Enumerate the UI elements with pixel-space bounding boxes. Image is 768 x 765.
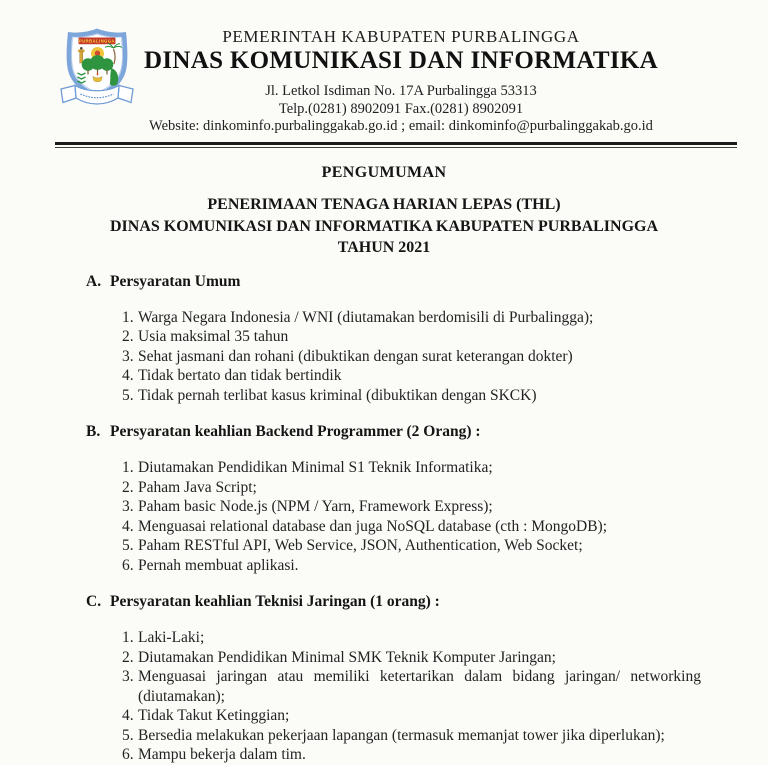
list-item	[122, 366, 701, 386]
list-item	[122, 667, 701, 706]
section-item-list	[122, 308, 701, 406]
monument-cap	[80, 47, 83, 50]
item-text: Sehat jasmani dan rohani (dibuktikan dengan surat keterangan dokter)	[138, 347, 573, 365]
letterhead-divider	[55, 142, 737, 149]
item-number: 4.	[122, 367, 134, 384]
letterhead	[0, 0, 768, 136]
list-item	[122, 386, 701, 406]
announcement-title-block	[0, 163, 768, 259]
section-heading-text: Persyaratan Umum	[110, 272, 241, 290]
requirements-sections	[86, 271, 701, 765]
item-number: 2.	[122, 328, 134, 345]
section-heading	[86, 271, 701, 292]
item-text: Diutamakan Pendidikan Minimal SMK Teknik Komputer Jaringan;	[138, 648, 556, 666]
item-text-line-2: (diutamakan);	[138, 687, 225, 705]
announcement-label: PENGUMUMAN	[321, 164, 447, 181]
list-item	[122, 628, 701, 648]
website-email-line: Website: dinkominfo.purbalinggakab.go.id ; email: dinkominfo@purbalinggakab.go.id	[149, 118, 653, 134]
item-number: 3.	[122, 498, 134, 515]
section-item-list	[122, 458, 701, 575]
announcement-title	[0, 194, 768, 259]
government-name: PEMERINTAH KABUPATEN PURBALINGGA	[222, 27, 580, 46]
phone-fax-line: Telp.(0281) 8902091 Fax.(0281) 8902091	[278, 100, 524, 117]
item-text: Warga Negara Indonesia / WNI (diutamakan berdomisili di Purbalingga);	[138, 308, 594, 326]
list-item	[122, 308, 701, 328]
section-item-list	[122, 628, 701, 765]
list-item	[122, 726, 701, 746]
list-item	[122, 517, 701, 537]
monument-icon	[80, 52, 83, 64]
item-text: Tidak Takut Ketinggian;	[138, 707, 290, 724]
agency-name: DINAS KOMUNIKASI DAN INFORMATIKA	[143, 47, 659, 74]
section-letter: C.	[86, 593, 102, 610]
sun-core	[95, 51, 100, 56]
item-number: 2.	[122, 478, 134, 496]
address-line: Jl. Letkol Isdiman No. 17A Purbalingga 53313	[265, 83, 537, 99]
section-heading	[86, 421, 701, 442]
section-teknisi-jaringan	[86, 591, 701, 765]
logo-banner-text: PURBALINGGA	[79, 38, 115, 44]
item-number: 6.	[122, 746, 134, 763]
item-text: Paham basic Node.js (NPM / Yarn, Framework Express);	[138, 498, 493, 515]
list-item	[122, 497, 701, 517]
item-number: 1.	[122, 629, 134, 646]
item-text: Mampu bekerja dalam tim.	[138, 746, 306, 763]
item-text-line-1: Menguasai jaringan atau memiliki ketertarikan dalam bidang jaringan/ networking	[138, 668, 701, 685]
ribbon-left-tail	[61, 86, 76, 103]
item-number: 5.	[122, 386, 134, 404]
list-item	[122, 327, 701, 347]
ribbon-right-tail	[118, 86, 133, 103]
section-letter: B.	[86, 423, 101, 440]
section-heading	[86, 591, 701, 612]
item-text: Tidak bertato dan tidak bertindik	[138, 367, 342, 384]
title-line-2: DINAS KOMUNIKASI DAN INFORMATIKA KABUPATEN PURBALINGGA	[109, 217, 659, 235]
item-text: Pernah membuat aplikasi.	[138, 556, 299, 574]
item-number: 1.	[122, 308, 134, 326]
section-persyaratan-umum	[86, 271, 701, 406]
item-text: Laki-Laki;	[138, 629, 205, 646]
title-line-3: TAHUN 2021	[337, 239, 431, 256]
item-text	[138, 667, 701, 706]
item-number: 4.	[122, 707, 134, 724]
list-item	[122, 556, 701, 576]
item-number: 5.	[122, 537, 134, 554]
list-item	[122, 745, 701, 765]
item-text: Menguasai relational database dan juga NoSQL database (cth : MongoDB);	[138, 517, 608, 535]
item-number: 3.	[122, 668, 134, 685]
section-heading-text: Persyaratan keahlian Backend Programmer (2 Orang) :	[110, 423, 481, 440]
section-heading-text: Persyaratan keahlian Teknisi Jaringan (1 orang) :	[110, 593, 440, 610]
item-number: 5.	[122, 726, 134, 744]
purbalingga-coat-of-arms-logo	[53, 28, 141, 116]
list-item	[122, 706, 701, 726]
item-number: 3.	[122, 347, 134, 365]
list-item	[122, 648, 701, 668]
list-item	[122, 478, 701, 498]
item-text: Paham Java Script;	[138, 478, 257, 496]
item-text: Bersedia melakukan pekerjaan lapangan (termasuk memanjat tower jika diperlukan);	[138, 726, 665, 744]
list-item	[122, 347, 701, 367]
list-item	[122, 536, 701, 556]
item-number: 2.	[122, 648, 134, 666]
item-text: Tidak pernah terlibat kasus kriminal (dibuktikan dengan SKCK)	[138, 386, 537, 404]
list-item	[122, 458, 701, 478]
item-number: 6.	[122, 556, 134, 574]
section-backend-programmer	[86, 421, 701, 575]
item-number: 1.	[122, 459, 134, 476]
item-number: 4.	[122, 517, 134, 535]
item-text: Paham RESTful API, Web Service, JSON, Authentication, Web Socket;	[138, 537, 583, 554]
section-letter: A.	[86, 272, 102, 290]
item-text: Diutamakan Pendidikan Minimal S1 Teknik Informatika;	[138, 459, 493, 476]
title-line-1: PENERIMAAN TENAGA HARIAN LEPAS (THL)	[207, 196, 561, 213]
item-text: Usia maksimal 35 tahun	[138, 328, 289, 345]
